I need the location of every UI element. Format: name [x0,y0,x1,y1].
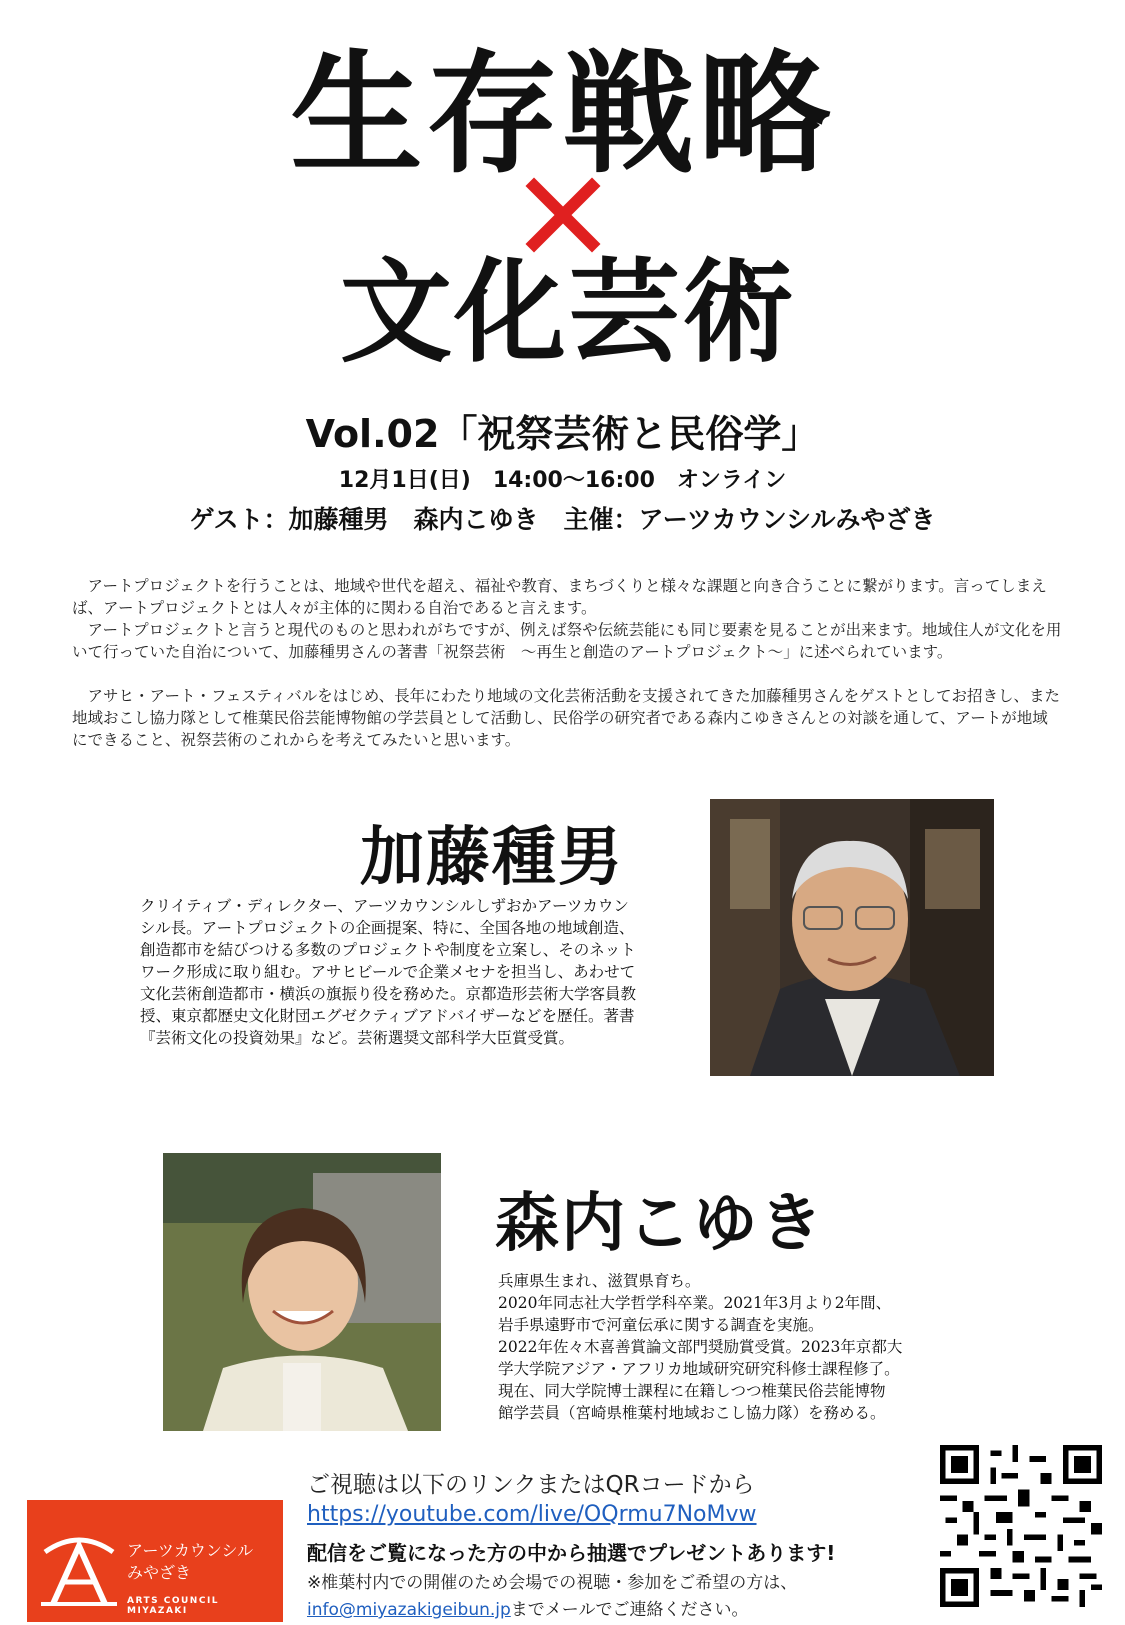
guest1-photo [710,799,994,1076]
guest2-bio-line: 兵庫県生まれ、滋賀県育ち。 [498,1272,701,1290]
title-line2: 文化芸術 [340,248,796,378]
guest2-bio-line: 館学芸員（宮崎県椎葉村地域おこし協力隊）を務める。 [498,1404,886,1422]
contact-note [307,1595,748,1620]
present-notice: 配信をご覧になった方の中から抽選でプレゼントあります! [307,1541,836,1565]
guest2-name: 森内こゆき [495,1187,825,1261]
intro-paragraph-2: アートプロジェクトと言うと現代のものと思われがちですが、例えば祭や伝統芸能にも同じ要素を見ることが出来ます。地域住人が文化を用いて行っていた自治について、加藤種男さんの著書「祝祭芸術 ～再生と創造のアートプロジェクト～」に述べられています。 [72,621,1062,661]
arts-council-logo [27,1500,283,1622]
guest2-photo [163,1153,441,1431]
logo-a-icon [41,1522,117,1608]
logo-text-line2: みやざき [127,1563,192,1582]
contact-note-suffix: までメールでご連絡ください。 [510,1600,749,1620]
cross-mark-icon [518,170,608,260]
guest1-name: 加藤種男 [360,821,624,895]
event-info: 12月1日(日) 14:00～16:00 オンライン [338,468,787,493]
logo-text-line1: アーツカウンシル [127,1541,254,1560]
venue-note: ※椎葉村内での開催のため会場での視聴・参加をご希望の方は、 [307,1573,798,1593]
guest2-bio-line: 学大学院アジア・アフリカ地域研究研究科修士課程修了。 [498,1360,900,1378]
logo-text-line3: ARTS COUNCIL MIYAZAKI [127,1596,220,1616]
guest2-bio-line: 現在、同大学院博士課程に在籍しつつ椎葉民俗芸能博物 [498,1382,886,1400]
title-line1: 生存戦略 [290,38,835,192]
guest2-bio-line: 2022年佐々木喜善賞論文部門奨励賞受賞。2023年京都大 [498,1338,903,1356]
guest2-bio-line: 岩手県遠野市で河童伝承に関する調査を実施。 [498,1316,824,1334]
viewing-instruction: ご視聴は以下のリンクまたはQRコードから [307,1472,755,1498]
email-link[interactable]: info@miyazakigeibun.jp [307,1600,511,1620]
guest1-bio: クリイティブ・ディレクター、アーツカウンシルしずおかアーツカウンシル長。アートプロジェクトの企画提案、特に、全国各地の地域創造、創造都市を結びつける多数のプロジェクトや制度を立案し、そのネットワーク形成に取り組む。アサヒビールで企業メセナを担当し、あわせて文化芸術創造都市・横浜の旗振り役を務めた。京都造形芸術大学客員教授、東京都歴史文化財団エグゼクティブアドバイザーなどを歴任。著書『芸術文化の投資効果』など。芸術選奨文部科学大臣賞受賞。 [140,897,637,1047]
intro-paragraph-3: アサヒ・アート・フェスティバルをはじめ、長年にわたり地域の文化芸術活動を支援されてきた加藤種男さんをゲストとしてお招きし、また地域おこし協力隊として椎葉民俗芸能博物館の学芸員として活動し、民俗学の研究者である森内こゆきさんとの対談を通して、アートが地域にできること、祝祭芸術のこれからを考えてみたいと思います。 [72,687,1060,749]
qr-code-icon[interactable] [940,1445,1102,1607]
intro-text [72,575,1062,751]
intro-paragraph-1: アートプロジェクトを行うことは、地域や世代を超え、福祉や教育、まちづくりと様々な課題と向き合うことに繋がります。言ってしまえば、アートプロジェクトとは人々が主体的に関わる自治であると言えます。 [72,577,1047,617]
guest-info: ゲスト：加藤種男 森内こゆき 主催：アーツカウンシルみやざき [189,505,936,534]
subtitle: Vol.02「祝祭芸術と民俗学」 [305,412,820,456]
youtube-link[interactable]: https://youtube.com/live/OQrmu7NoMvw [307,1502,757,1527]
guest2-bio [498,1270,998,1424]
guest2-bio-line: 2020年同志社大学哲学科卒業。2021年3月より2年間、 [498,1294,892,1312]
